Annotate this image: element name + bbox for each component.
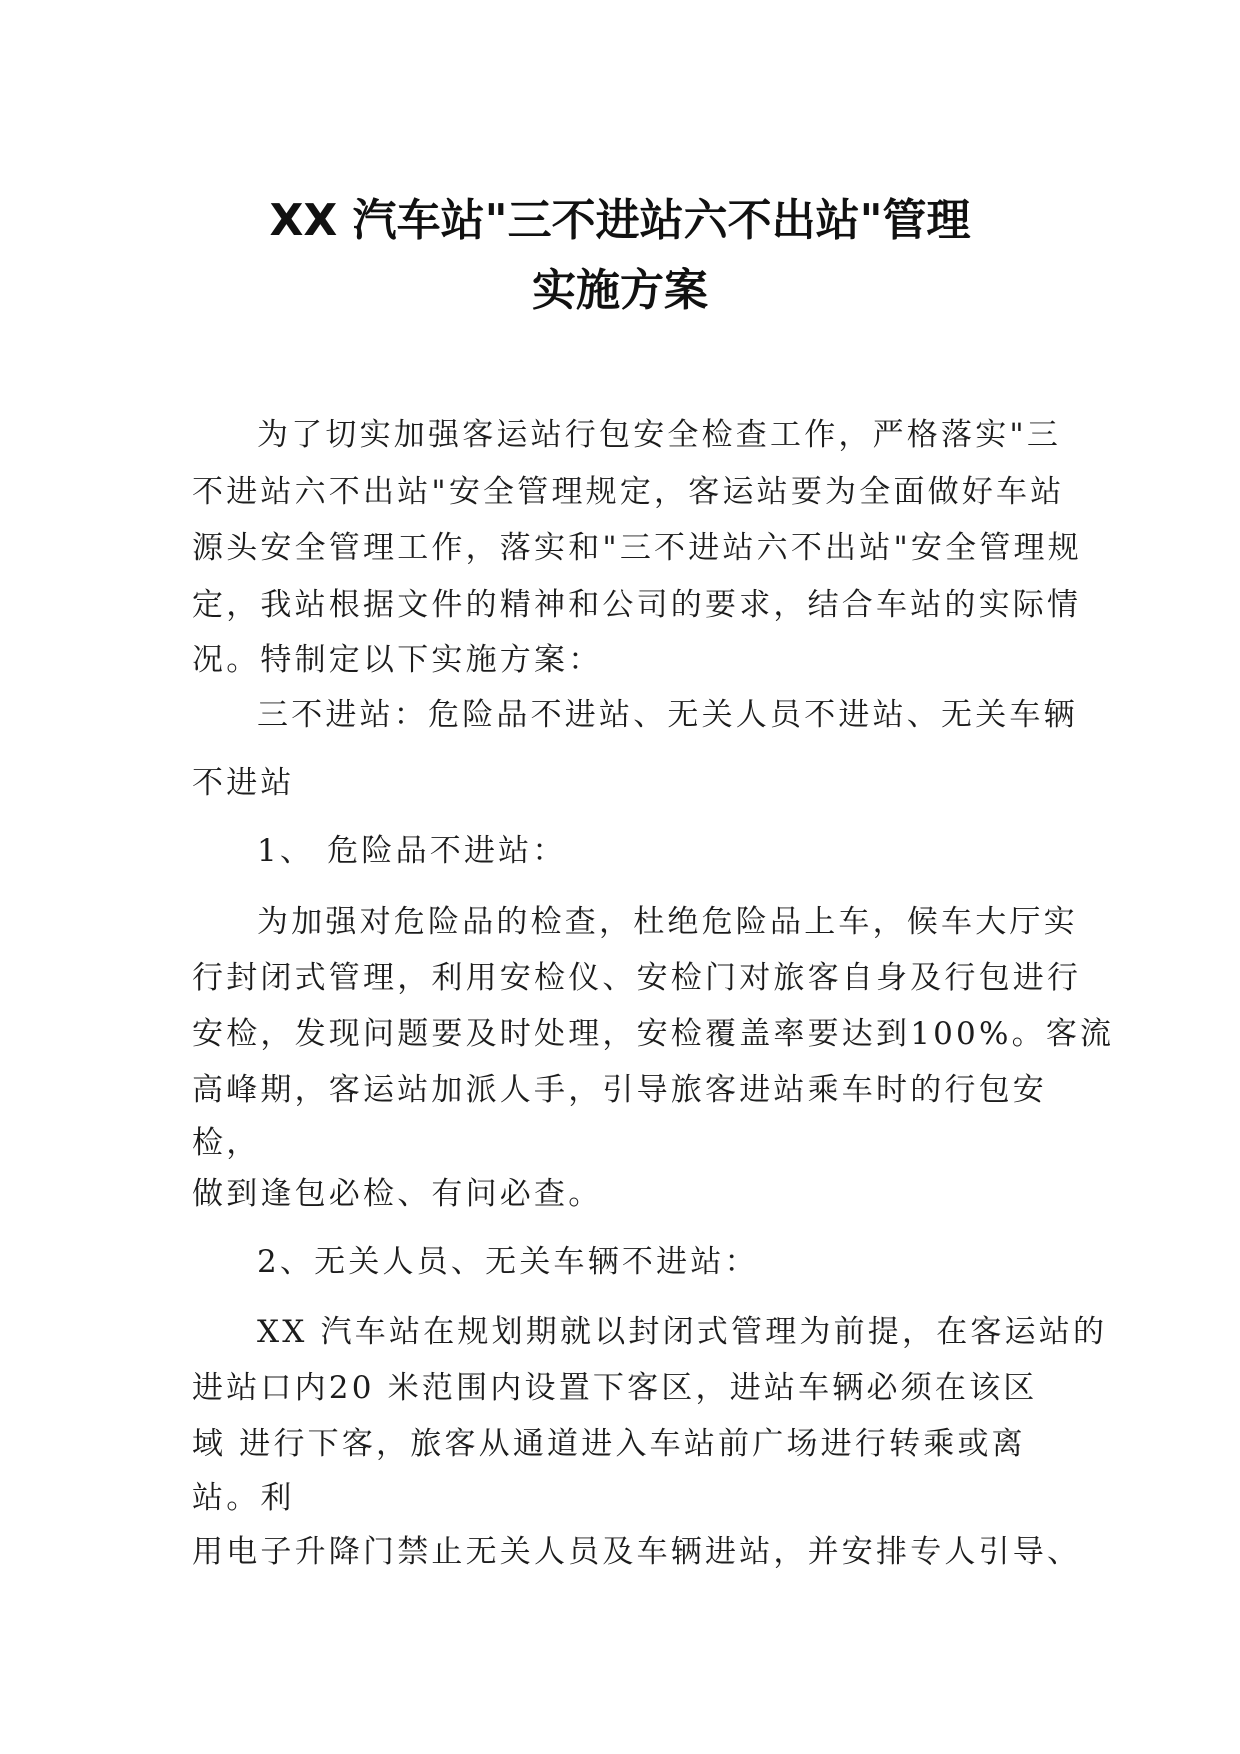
body-line: 行封闭式管理，利用安检仪、安检门对旅客自身及行包进行 xyxy=(192,960,1082,996)
section-heading-2: 2、无关人员、无关车辆不进站： xyxy=(257,1244,759,1280)
body-line: 安检，发现问题要及时处理，安检覆盖率要达到100%。客流 xyxy=(192,1016,1115,1052)
body-line: 源头安全管理工作，落实和"三不进站六不出站"安全管理规 xyxy=(192,530,1082,566)
body-line: 做到逢包必检、有问必查。 xyxy=(192,1176,603,1212)
body-line: 为了切实加强客运站行包安全检查工作，严格落实"三 xyxy=(257,417,1062,453)
document-title-line-2: 实施方案 xyxy=(532,265,708,316)
body-line: 检， xyxy=(192,1125,261,1161)
body-line: 不进站 xyxy=(192,765,295,801)
section-heading-1: 1、 危险品不进站： xyxy=(257,833,567,869)
body-line: XX 汽车站在规划期就以封闭式管理为前提，在客运站的 xyxy=(257,1314,1108,1350)
body-line: 域 进行下客，旅客从通道进入车站前广场进行转乘或离 xyxy=(192,1426,1026,1462)
body-line: 进站口内20 米范围内设置下客区，进站车辆必须在该区 xyxy=(192,1370,1038,1406)
body-line: 定，我站根据文件的精神和公司的要求，结合车站的实际情 xyxy=(192,587,1082,623)
body-line: 不进站六不出站"安全管理规定，客运站要为全面做好车站 xyxy=(192,474,1065,510)
body-line: 为加强对危险品的检查，杜绝危险品上车，候车大厅实 xyxy=(257,904,1078,940)
body-line: 三不进站：危险品不进站、无关人员不进站、无关车辆 xyxy=(257,697,1078,733)
body-line: 站。利 xyxy=(192,1480,295,1516)
body-line: 况。特制定以下实施方案： xyxy=(192,642,603,678)
document-title-line-1: XX 汽车站"三不进站六不出站"管理 xyxy=(269,195,971,246)
body-line: 用电子升降门禁止无关人员及车辆进站，并安排专人引导、 xyxy=(192,1534,1082,1570)
body-line: 高峰期，客运站加派人手，引导旅客进站乘车时的行包安 xyxy=(192,1072,1047,1108)
